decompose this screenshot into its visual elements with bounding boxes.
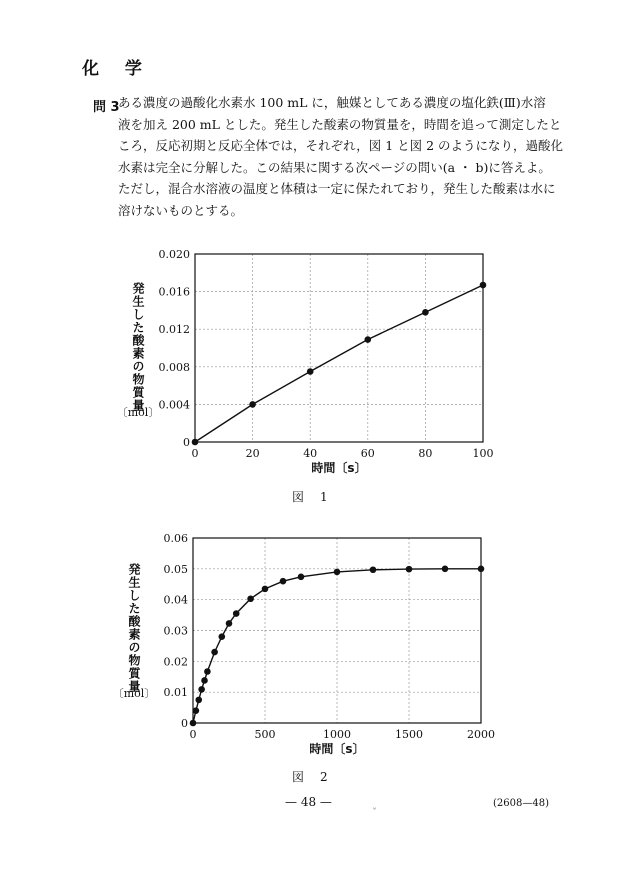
figure-1-caption: 図 1 [292,490,330,504]
y-tick-label: 0.020 [158,248,190,261]
data-point [211,649,218,656]
exam-code: (2608—48) [493,798,549,809]
data-point [262,586,269,593]
y-tick-label: 0.05 [163,562,188,576]
y-tick-label: 0.008 [158,360,190,374]
data-point [233,610,240,617]
x-tick-label: 1500 [395,728,423,741]
data-point [442,566,449,573]
figure-2-chart [0,525,620,765]
data-point [478,566,485,573]
stray-mark: ˇ [372,808,377,819]
data-point [334,569,341,576]
series-line [195,285,483,442]
data-point [198,686,205,693]
y-tick-label: 0.012 [158,323,190,337]
x-tick-label: 500 [254,728,276,741]
x-tick-label: 0 [191,447,199,460]
data-point [226,620,233,627]
y-tick-label: 0 [183,436,190,449]
x-tick-label: 1000 [323,728,351,741]
question-line: 溶けないものとする。 [118,202,244,218]
question-line: 液を加え 200 mL とした。発生した酸素の物質量を，時間を追って測定したと [118,116,562,132]
data-point [280,578,287,585]
data-point [190,720,197,727]
figure-1-chart [0,240,620,490]
data-point [406,566,413,573]
data-point [195,697,202,704]
figure-2-caption: 図 2 [292,770,330,784]
x-axis-label: 時間〔s〕 [309,742,365,756]
x-tick-label: 20 [245,447,260,460]
data-point [193,707,200,714]
data-point [422,309,429,316]
y-tick-label: 0.02 [163,655,188,669]
x-tick-label: 100 [472,447,494,460]
data-point [249,401,256,408]
y-axis-label: 発生した酸素の物質量 [131,282,145,412]
data-point [201,677,208,684]
question-text [118,92,564,221]
data-point [365,336,372,343]
y-axis-label: 発生した酸素の物質量 [127,563,141,693]
question-line: ある濃度の過酸化水素水 100 mL に，触媒としてある濃度の塩化鉄(Ⅲ)水溶 [118,95,546,110]
y-axis-unit-label: 〔mol〕 [112,687,156,700]
y-tick-label: 0.004 [158,398,190,412]
data-point [307,368,314,375]
x-tick-label: 2000 [467,728,495,741]
question-line: 水素は完全に分解した。この結果に関する次ページの問い(a ・ b)に答えよ。 [118,159,551,175]
y-tick-label: 0.016 [158,285,190,299]
data-point [247,595,254,602]
x-axis-label: 時間〔s〕 [311,461,367,475]
data-point [480,282,487,289]
y-tick-label: 0.03 [163,624,188,638]
data-point [219,633,226,640]
data-point [298,574,305,581]
x-tick-label: 60 [360,447,375,460]
data-point [204,668,211,675]
data-point [192,439,199,446]
question-line: ころ，反応初期と反応全体では，それぞれ，図 1 と図 2 のようになり，過酸化 [118,138,564,153]
x-tick-label: 40 [303,447,318,460]
subject-heading: 化 学 [82,59,152,79]
y-tick-label: 0 [181,717,188,730]
y-axis-unit-label: 〔mol〕 [116,406,160,419]
y-tick-label: 0.04 [163,593,188,607]
y-tick-label: 0.01 [163,686,188,700]
x-tick-label: 80 [418,447,433,460]
page-number: — 48 — [285,795,332,809]
x-tick-label: 0 [189,728,197,741]
y-tick-label: 0.06 [163,532,188,545]
data-point [370,566,377,573]
question-line: ただし，混合水溶液の温度と体積は一定に保たれており，発生した酸素は水に [118,181,556,196]
question-number: 問 3 [93,100,120,115]
